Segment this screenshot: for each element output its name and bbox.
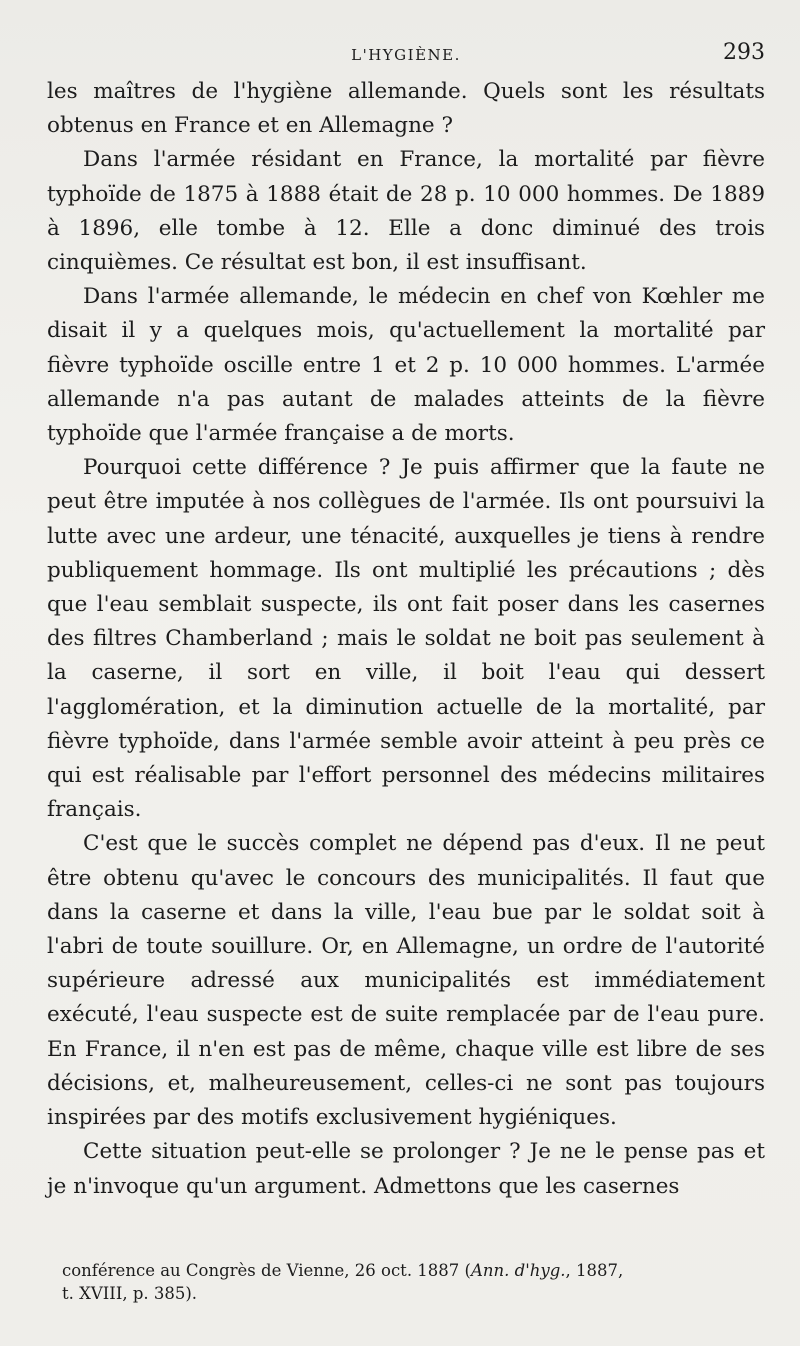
footnote xyxy=(62,1259,752,1305)
footnote-reference: t. XVIII, p. 385). xyxy=(62,1284,198,1303)
body-text xyxy=(47,75,765,1204)
paragraph: les maîtres de l'hygiène allemande. Quels sont les résultats obtenus en France et en Allemagne ? xyxy=(47,79,765,139)
footnote-text: , 1887, xyxy=(565,1261,624,1280)
paragraph: Pourquoi cette différence ? Je puis affirmer que la faute ne peut être imputée à nos collègues de l'armée. Ils ont poursuivi la lutte avec une ardeur, une ténacité, auxquelles je tiens à rendre publiquement hommage. Ils ont multiplié les précautions ; dès que l'eau semblait suspecte, ils ont fait poser dans les casernes des filtres Chamberland ; mais le soldat ne boit pas seulement à la caserne, il sort en ville, il boit l'eau qui dessert l'agglomération, et la diminution actuelle de la mortalité, par fièvre typhoïde, dans l'armée semble avoir atteint à peu près ce qui est réalisable par l'effort personnel des médecins militaires français. xyxy=(47,455,765,823)
paragraph: Cette situation peut-elle se prolonger ? Je ne le pense pas et je n'invoque qu'un argument. Admettons que les casernes xyxy=(47,1139,765,1199)
running-head xyxy=(47,40,765,70)
footnote-journal: Ann. d'hyg. xyxy=(470,1261,566,1280)
running-title: L'HYGIÈNE. xyxy=(351,46,461,64)
page-number: 293 xyxy=(723,40,765,65)
footnote-text: conférence au Congrès de Vienne, 26 oct. 1887 ( xyxy=(62,1261,471,1280)
paragraph: Dans l'armée allemande, le médecin en chef von Kœhler me disait il y a quelques mois, qu'actuellement la mortalité par fièvre typhoïde oscille entre 1 et 2 p. 10 000 hommes. L'armée allemande n'a pas autant de malades atteints de la fièvre typhoïde que l'armée française a de morts. xyxy=(47,284,765,447)
paragraph: Dans l'armée résidant en France, la mortalité par fièvre typhoïde de 1875 à 1888 était de 28 p. 10 000 hommes. De 1889 à 1896, elle tombe à 12. Elle a donc diminué des trois cinquièmes. Ce résultat est bon, il est insuffisant. xyxy=(47,147,765,276)
paragraph: C'est que le succès complet ne dépend pas d'eux. Il ne peut être obtenu qu'avec le concours des municipalités. Il faut que dans la caserne et dans la ville, l'eau bue par le soldat soit à l'abri de toute souillure. Or, en Allemagne, un ordre de l'autorité supérieure adressé aux municipalités est immédiatement exécuté, l'eau suspecte est de suite remplacée par de l'eau pure. En France, il n'en est pas de même, chaque ville est libre de ses décisions, et, malheureusement, celles-ci ne sont pas toujours inspirées par des motifs exclusivement hygiéniques. xyxy=(47,831,765,1131)
footnote-line xyxy=(62,1259,752,1282)
